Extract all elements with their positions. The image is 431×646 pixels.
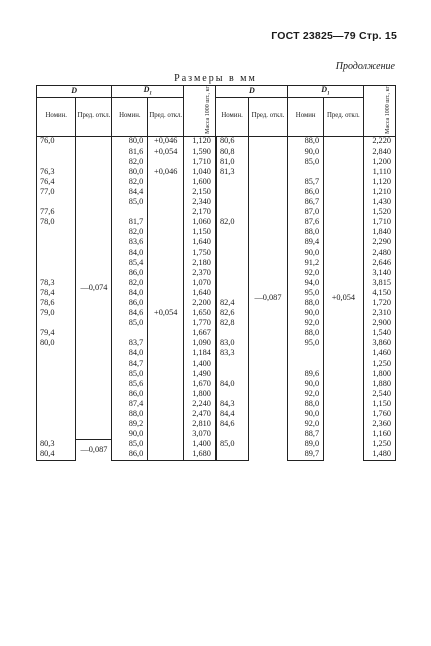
d-nominal-cell: 77,0: [37, 187, 76, 197]
d1-nominal-cell: 85,0: [112, 318, 148, 328]
d1-nominal-cell-right: 92,0: [288, 268, 324, 278]
d-nominal-cell-right: [216, 429, 248, 439]
mass-cell-right: 1,160: [363, 429, 395, 439]
d-nominal-cell: [37, 238, 76, 248]
d-nominal-cell-right: 81,0: [216, 157, 248, 167]
d-nominal-cell: 78,4: [37, 288, 76, 298]
d1-nominal-cell-right: 90,0: [288, 248, 324, 258]
d1-deviation-cell: [148, 207, 184, 217]
d1-nominal-cell-right: 91,2: [288, 258, 324, 268]
d-nominal-cell: 76,3: [37, 167, 76, 177]
d1-nominal-cell: 85,0: [112, 369, 148, 379]
d-nominal-cell: 78,3: [37, 278, 76, 288]
d1-nominal-cell-right: 92,0: [288, 389, 324, 399]
d-nominal-cell: 80,4: [37, 450, 76, 461]
d1-deviation-cell: [148, 318, 184, 328]
d-nominal-cell-right: 83,0: [216, 338, 248, 348]
table-title: Размеры в мм: [174, 73, 257, 84]
d-deviation-cell-right: —0,087: [248, 136, 287, 460]
d1-deviation-cell: [148, 187, 184, 197]
d1-deviation-cell: +0,054: [148, 308, 184, 318]
d-nominal-cell-right: [216, 389, 248, 399]
mass-cell: 1,667: [184, 328, 216, 338]
mass-cell-right: 1,760: [363, 409, 395, 419]
d-nominal-cell-right: 82,8: [216, 318, 248, 328]
d-nominal-cell-right: [216, 248, 248, 258]
d1-nominal-cell: 90,0: [112, 429, 148, 439]
d-nominal-cell: 77,6: [37, 207, 76, 217]
mass-cell-right: 1,710: [363, 217, 395, 227]
deviation-header: Пред. откл.: [324, 97, 363, 136]
d1-deviation-cell: +0,046: [148, 136, 184, 147]
nominal-header: Номин: [288, 97, 324, 136]
mass-cell: 2,180: [184, 258, 216, 268]
d1-deviation-cell: +0,054: [148, 147, 184, 157]
page-header: ГОСТ 23825—79 Стр. 15: [271, 30, 397, 42]
d1-nominal-cell: 82,0: [112, 177, 148, 187]
d-nominal-cell-right: 82,4: [216, 298, 248, 308]
d-nominal-cell-right: 84,3: [216, 399, 248, 409]
mass-cell: 1,590: [184, 147, 216, 157]
d-nominal-cell-right: 84,6: [216, 419, 248, 429]
mass-cell-right: 2,646: [363, 258, 395, 268]
d-nominal-cell: [37, 409, 76, 419]
mass-cell-right: 4,150: [363, 288, 395, 298]
deviation-header: Пред. откл.: [248, 97, 287, 136]
d-nominal-cell-right: [216, 369, 248, 379]
d1-nominal-cell: 81,7: [112, 217, 148, 227]
mass-cell: 2,170: [184, 207, 216, 217]
d-nominal-cell-right: [216, 359, 248, 369]
nominal-header: Номин.: [112, 97, 148, 136]
d1-nominal-cell-right: 89,0: [288, 439, 324, 449]
d-nominal-cell-right: [216, 328, 248, 338]
d1-nominal-cell-right: 89,6: [288, 369, 324, 379]
d1-deviation-cell: +0,046: [148, 167, 184, 177]
mass-cell: 1,400: [184, 439, 216, 449]
d1-deviation-cell: [148, 197, 184, 207]
d1-nominal-cell: 83,6: [112, 238, 148, 248]
d1-nominal-cell-right: 88,0: [288, 399, 324, 409]
d-nominal-cell: 76,4: [37, 177, 76, 187]
d1-deviation-cell: [148, 359, 184, 369]
mass-cell-right: 1,840: [363, 227, 395, 237]
d-nominal-cell: [37, 147, 76, 157]
d1-deviation-cell: [148, 258, 184, 268]
d1-deviation-cell: [148, 268, 184, 278]
d1-nominal-cell: 86,0: [112, 268, 148, 278]
d1-nominal-cell: 84,6: [112, 308, 148, 318]
mass-cell: 1,490: [184, 369, 216, 379]
mass-cell: 1,600: [184, 177, 216, 187]
d-nominal-cell-right: 81,3: [216, 167, 248, 177]
mass-cell-right: 1,120: [363, 177, 395, 187]
d-nominal-cell: 79,4: [37, 328, 76, 338]
d1-nominal-cell: 82,0: [112, 227, 148, 237]
d-nominal-cell: 76,0: [37, 136, 76, 147]
d1-nominal-cell: 89,2: [112, 419, 148, 429]
d1-nominal-cell: 82,0: [112, 157, 148, 167]
d1-nominal-cell: 86,0: [112, 298, 148, 308]
group-d-header-2: D: [216, 86, 288, 98]
mass-cell-right: 1,200: [363, 157, 395, 167]
d1-nominal-cell-right: 88,0: [288, 328, 324, 338]
d1-nominal-cell-right: 92,0: [288, 419, 324, 429]
d1-nominal-cell-right: 85,0: [288, 157, 324, 167]
d-nominal-cell-right: [216, 268, 248, 278]
mass-cell-right: 2,220: [363, 136, 395, 147]
mass-cell: 1,060: [184, 217, 216, 227]
d1-nominal-cell-right: 90,0: [288, 379, 324, 389]
d-nominal-cell: [37, 359, 76, 369]
d1-nominal-cell-right: 90,0: [288, 147, 324, 157]
d-nominal-cell: [37, 369, 76, 379]
d-nominal-cell-right: 80,6: [216, 136, 248, 147]
d1-nominal-cell-right: 87,0: [288, 207, 324, 217]
d1-deviation-cell: [148, 369, 184, 379]
nominal-header: Номин.: [37, 97, 76, 136]
d1-deviation-cell: [148, 278, 184, 288]
d1-deviation-cell: [148, 439, 184, 449]
mass-cell-right: 1,250: [363, 359, 395, 369]
d1-nominal-cell: 85,6: [112, 379, 148, 389]
mass-header-2: Масса 1000 шт., кг: [363, 86, 395, 137]
d-nominal-cell-right: [216, 207, 248, 217]
mass-cell-right: 3,140: [363, 268, 395, 278]
d-nominal-cell-right: 80,8: [216, 147, 248, 157]
d-nominal-cell: [37, 227, 76, 237]
d-nominal-cell: [37, 248, 76, 258]
d1-deviation-cell: [148, 157, 184, 167]
mass-cell: 3,070: [184, 429, 216, 439]
mass-cell: 1,150: [184, 227, 216, 237]
d1-nominal-cell: 85,0: [112, 197, 148, 207]
d1-deviation-cell: [148, 379, 184, 389]
d1-nominal-cell-right: 95,0: [288, 288, 324, 298]
d-nominal-cell-right: 85,0: [216, 439, 248, 449]
d1-deviation-cell: [148, 227, 184, 237]
mass-cell: 2,200: [184, 298, 216, 308]
d1-nominal-cell-right: 95,0: [288, 338, 324, 348]
d1-nominal-cell-right: 86,0: [288, 187, 324, 197]
dimensions-table: [36, 85, 396, 461]
d-nominal-cell: [37, 399, 76, 409]
d1-nominal-cell-right: 90,0: [288, 308, 324, 318]
d1-nominal-cell-right: 92,0: [288, 318, 324, 328]
d1-deviation-cell: [148, 338, 184, 348]
mass-cell-right: 1,800: [363, 369, 395, 379]
d1-nominal-cell: 84,0: [112, 288, 148, 298]
d1-deviation-cell: [148, 248, 184, 258]
d1-nominal-cell-right: 88,0: [288, 227, 324, 237]
d1-nominal-cell: 85,4: [112, 258, 148, 268]
d1-nominal-cell: [112, 328, 148, 338]
group-d-header: D: [37, 86, 112, 98]
d1-nominal-cell: 80,0: [112, 167, 148, 177]
d1-deviation-cell: [148, 298, 184, 308]
mass-cell-right: 3,815: [363, 278, 395, 288]
mass-cell: 1,640: [184, 238, 216, 248]
d1-nominal-cell: 88,0: [112, 409, 148, 419]
mass-cell-right: 2,480: [363, 248, 395, 258]
d1-deviation-cell: [148, 238, 184, 248]
d1-deviation-cell: [148, 328, 184, 338]
d-nominal-cell: 80,0: [37, 338, 76, 348]
d-nominal-cell-right: 84,0: [216, 379, 248, 389]
mass-cell-right: 2,840: [363, 147, 395, 157]
mass-cell: 1,040: [184, 167, 216, 177]
mass-cell: 1,800: [184, 389, 216, 399]
d1-nominal-cell: 81,6: [112, 147, 148, 157]
d1-nominal-cell-right: 85,7: [288, 177, 324, 187]
mass-cell-right: 2,900: [363, 318, 395, 328]
d-nominal-cell-right: 84,4: [216, 409, 248, 419]
d-nominal-cell: [37, 258, 76, 268]
d-nominal-cell: [37, 157, 76, 167]
d-nominal-cell-right: [216, 278, 248, 288]
mass-cell: 1,400: [184, 359, 216, 369]
mass-cell: 1,184: [184, 349, 216, 359]
mass-cell-right: 2,310: [363, 308, 395, 318]
d-nominal-cell: 79,0: [37, 308, 76, 318]
d1-deviation-cell: [148, 450, 184, 461]
d1-nominal-cell: 82,0: [112, 278, 148, 288]
mass-cell-right: 2,540: [363, 389, 395, 399]
d-nominal-cell: [37, 419, 76, 429]
mass-cell: 1,710: [184, 157, 216, 167]
d1-nominal-cell-right: 94,0: [288, 278, 324, 288]
d1-deviation-cell: [148, 399, 184, 409]
d-nominal-cell-right: [216, 288, 248, 298]
d1-nominal-cell: 84,4: [112, 187, 148, 197]
mass-cell-right: 1,460: [363, 349, 395, 359]
d1-nominal-cell-right: 88,0: [288, 298, 324, 308]
d1-nominal-cell-right: [288, 349, 324, 359]
d1-nominal-cell: 83,7: [112, 338, 148, 348]
mass-cell: 1,090: [184, 338, 216, 348]
mass-cell-right: 3,860: [363, 338, 395, 348]
table-row: [37, 136, 396, 147]
d-nominal-cell: [37, 349, 76, 359]
d-nominal-cell-right: [216, 197, 248, 207]
continuation-label: Продолжение: [335, 61, 395, 72]
d1-deviation-cell: [148, 419, 184, 429]
d1-deviation-cell: [148, 409, 184, 419]
mass-cell-right: 1,520: [363, 207, 395, 217]
d-nominal-cell: 78,0: [37, 217, 76, 227]
d-nominal-cell: 78,6: [37, 298, 76, 308]
mass-cell-right: 1,150: [363, 399, 395, 409]
mass-cell: 1,650: [184, 308, 216, 318]
deviation-header: Пред. откл.: [76, 97, 112, 136]
d-nominal-cell-right: [216, 258, 248, 268]
mass-cell-right: 1,880: [363, 379, 395, 389]
d-deviation-cell: —0,074: [76, 136, 112, 439]
mass-cell-right: 1,250: [363, 439, 395, 449]
d-deviation-cell: —0,087: [76, 439, 112, 460]
mass-cell-right: 1,720: [363, 298, 395, 308]
nominal-header: Номин.: [216, 97, 248, 136]
d-nominal-cell: 80,3: [37, 439, 76, 449]
mass-cell: 1,070: [184, 278, 216, 288]
d1-deviation-cell-right: +0,054: [324, 136, 363, 460]
deviation-header: Пред. откл.: [148, 97, 184, 136]
mass-cell: 1,120: [184, 136, 216, 147]
d1-deviation-cell: [148, 288, 184, 298]
d-nominal-cell-right: 82,0: [216, 217, 248, 227]
d1-nominal-cell: 85,0: [112, 439, 148, 449]
mass-cell-right: 1,430: [363, 197, 395, 207]
d-nominal-cell: [37, 268, 76, 278]
d1-nominal-cell: 87,4: [112, 399, 148, 409]
mass-cell: 1,670: [184, 379, 216, 389]
d1-nominal-cell: 84,7: [112, 359, 148, 369]
d1-nominal-cell: 86,0: [112, 450, 148, 461]
d-nominal-cell-right: 82,6: [216, 308, 248, 318]
mass-cell: 1,680: [184, 450, 216, 461]
d1-deviation-cell: [148, 217, 184, 227]
d-nominal-cell-right: [216, 187, 248, 197]
d-nominal-cell: [37, 197, 76, 207]
d1-nominal-cell-right: 87,6: [288, 217, 324, 227]
mass-cell: 1,640: [184, 288, 216, 298]
d-nominal-cell-right: [216, 450, 248, 461]
mass-cell: 1,750: [184, 248, 216, 258]
mass-cell-right: 1,480: [363, 450, 395, 461]
mass-cell: 2,150: [184, 187, 216, 197]
d1-nominal-cell-right: 89,4: [288, 238, 324, 248]
d1-deviation-cell: [148, 389, 184, 399]
d1-nominal-cell-right: 89,7: [288, 450, 324, 461]
d1-nominal-cell: 80,0: [112, 136, 148, 147]
group-d1-header: $D_1$: [112, 86, 184, 98]
d-nominal-cell-right: 83,3: [216, 349, 248, 359]
mass-cell-right: 2,360: [363, 419, 395, 429]
mass-cell-right: 1,110: [363, 167, 395, 177]
d-nominal-cell: [37, 318, 76, 328]
d1-deviation-cell: [148, 177, 184, 187]
mass-cell: 2,340: [184, 197, 216, 207]
d1-nominal-cell-right: 88,0: [288, 136, 324, 147]
d-nominal-cell: [37, 379, 76, 389]
mass-cell-right: 1,210: [363, 187, 395, 197]
mass-cell: 2,370: [184, 268, 216, 278]
d1-nominal-cell: [112, 207, 148, 217]
d1-nominal-cell-right: 88,7: [288, 429, 324, 439]
mass-cell: 2,810: [184, 419, 216, 429]
d-nominal-cell-right: [216, 227, 248, 237]
table-body: [37, 136, 396, 460]
d1-deviation-cell: [148, 429, 184, 439]
d1-nominal-cell-right: [288, 359, 324, 369]
mass-cell: 2,470: [184, 409, 216, 419]
d1-nominal-cell-right: 90,0: [288, 409, 324, 419]
d1-nominal-cell-right: 86,7: [288, 197, 324, 207]
d1-nominal-cell: 84,0: [112, 248, 148, 258]
mass-cell: 1,770: [184, 318, 216, 328]
mass-cell: 2,240: [184, 399, 216, 409]
d-nominal-cell-right: [216, 238, 248, 248]
d-nominal-cell: [37, 389, 76, 399]
group-d1-header-2: $D_1$: [288, 86, 363, 98]
d1-nominal-cell: 84,0: [112, 349, 148, 359]
d-nominal-cell: [37, 429, 76, 439]
d-nominal-cell-right: [216, 177, 248, 187]
d1-nominal-cell: 86,0: [112, 389, 148, 399]
d1-deviation-cell: [148, 349, 184, 359]
mass-header: Масса 1000 шт., кг: [184, 86, 216, 137]
mass-cell-right: 1,540: [363, 328, 395, 338]
mass-cell-right: 2,290: [363, 238, 395, 248]
d1-nominal-cell-right: [288, 167, 324, 177]
